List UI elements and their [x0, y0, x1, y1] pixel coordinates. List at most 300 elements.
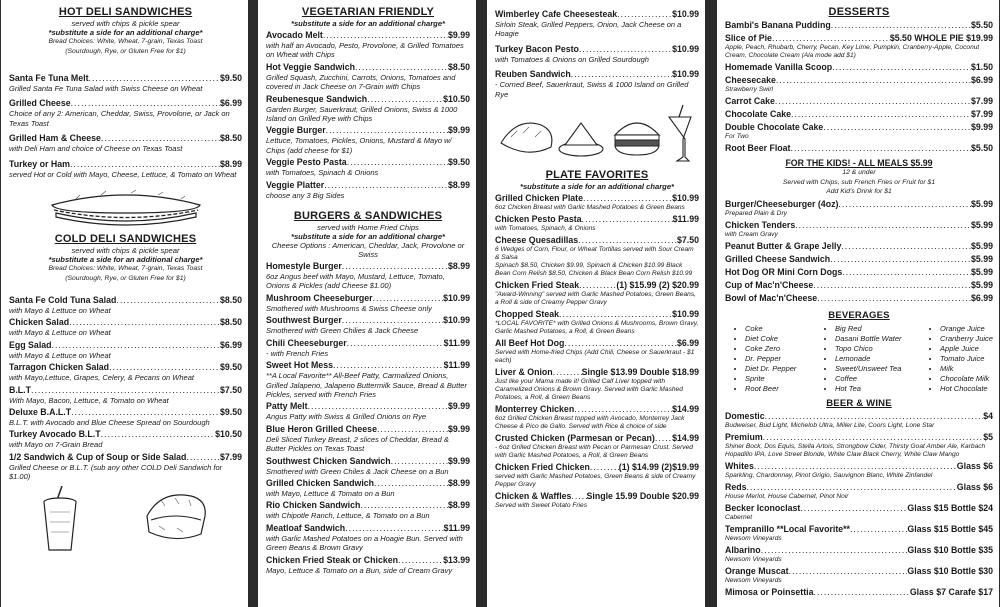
leader-dots	[832, 62, 971, 73]
menu-item-description: 6oz Chicken Breast with Garlic Mashed Potatoes & Green Beans	[495, 204, 685, 212]
menu-item-line	[725, 411, 993, 422]
burgers-cheese-options: Cheese Options : American, Cheddar, Jack, Provolone or Swiss	[271, 241, 465, 260]
cold-deli-heading: COLD DELI SANDWICHES	[54, 233, 197, 246]
menu-item-line	[725, 293, 993, 304]
menu-item-description: - Corned Beef, Sauerkraut, Swiss & 1000 Island on Grilled Rye	[495, 80, 689, 99]
cold-deli-bread-note: Bread Choices: White, Wheat, 7-grain, Texas Toast	[48, 265, 203, 273]
cold-deli-substitute-note: *substitute a side for an additional charge*	[48, 255, 203, 265]
leader-dots	[373, 293, 444, 304]
menu-item-price: $11.99	[443, 337, 470, 348]
menu-item-price: $10.50	[443, 93, 470, 104]
menu-item-description: served with Garlic Mashed Potatoes, Green Beans & side of Creamy Pepper Gravy	[495, 473, 696, 489]
menu-item	[725, 33, 993, 60]
leader-dots	[754, 461, 957, 472]
menu-item-line	[9, 159, 242, 170]
menu-item	[9, 362, 242, 382]
menu-item	[495, 433, 699, 460]
menu-item-price: $9.99	[447, 30, 470, 40]
menu-item-line	[725, 62, 993, 73]
leader-dots	[342, 315, 443, 326]
menu-item	[725, 20, 993, 31]
menu-item	[495, 491, 699, 510]
menu-item-name: Grilled Cheese Sandwich	[725, 253, 831, 264]
menu-item-name: Mimosa or Poinsettia	[725, 586, 814, 597]
menu-item	[725, 587, 993, 598]
menu-item-line	[9, 340, 242, 351]
menu-item-price: Glass $7 Carafe $17	[909, 586, 993, 597]
beverage-item: • Lemonade	[835, 354, 902, 364]
menu-item-price: $5.99	[970, 198, 993, 209]
menu-item-price: $13.99	[443, 554, 470, 565]
leader-dots	[813, 280, 971, 291]
menu-item-name: Chicken Pesto Pasta	[495, 214, 582, 225]
menu-item-name: Orange Muscat	[725, 565, 789, 576]
menu-item-line	[266, 555, 470, 566]
menu-item-name: Root Beer Float	[725, 143, 791, 153]
menu-item-name: Avocado Melt	[266, 30, 323, 40]
menu-item-description: Newsom Vineyards	[725, 576, 782, 584]
menu-item	[9, 159, 242, 179]
menu-item	[266, 523, 470, 553]
menu-item-line	[495, 280, 699, 291]
menu-item-name: Grilled Chicken Plate	[495, 193, 583, 204]
menu-item	[266, 500, 470, 520]
menu-item	[725, 96, 993, 107]
leader-dots	[116, 295, 220, 306]
menu-item-name: Chili Cheeseburger	[266, 337, 347, 348]
leader-dots	[89, 73, 220, 84]
burgers-sub: served with Home Fried Chips	[317, 223, 419, 233]
menu-item-description: Smothered with Mushrooms & Swiss Cheese only	[266, 303, 432, 313]
menu-item-name: Cup of Mac'n'Cheese	[725, 279, 814, 290]
menu-item-price: $6.99	[970, 75, 993, 85]
menu-item-price: $10.50	[215, 429, 242, 440]
menu-item-name: Liver & Onion	[495, 367, 553, 378]
leader-dots	[71, 407, 220, 418]
menu-item-price: $7.50	[219, 384, 242, 395]
menu-item-description: Choice of any 2: American, Cheddar, Swiss, Provolone, or Jack on Texas Toast	[9, 109, 230, 128]
menu-item-name: Double Chocolate Cake	[725, 122, 824, 132]
menu-item	[725, 220, 993, 239]
beverage-item: • Topo Chico	[835, 344, 902, 354]
leader-dots	[747, 482, 957, 493]
menu-item-price: $10.99	[672, 43, 699, 54]
leader-dots	[52, 340, 220, 351]
menu-item-line	[9, 73, 242, 84]
menu-item-description: Lettuce, Tomatoes, Pickles, Onions, Mustard & Mayo w/ Chips (add cheese for $1)	[266, 136, 452, 155]
leader-dots	[582, 214, 673, 225]
menu-item-line	[725, 109, 993, 120]
menu-item-name: Santa Fe Cold Tuna Salad	[9, 295, 117, 306]
menu-item	[266, 94, 470, 124]
menu-item-price: $9.99	[447, 401, 470, 412]
beverage-item: • Orange Juice	[940, 324, 993, 334]
menu-item-line	[495, 9, 699, 20]
menu-item-name: Carrot Cake	[725, 96, 775, 106]
menu-item-name: Albarino	[725, 544, 761, 555]
menu-item-price: $7.50	[676, 235, 699, 246]
beverages-list	[735, 324, 993, 394]
beverage-item: • Cranberry Juice	[940, 334, 993, 344]
menu-item-line	[725, 20, 993, 31]
menu-item	[266, 360, 470, 399]
menu-item-description: with Tomatoes, Spinach, & Onions	[495, 225, 596, 233]
leader-dots	[765, 411, 984, 422]
menu-item-description: Strawberry Swirl	[725, 86, 773, 93]
menu-item-price: $8.50	[219, 295, 242, 306]
hot-deli-sub: served with chips & pickle spear	[71, 19, 180, 28]
vegetarian-heading: VEGETARIAN FRIENDLY	[301, 6, 435, 18]
menu-item-description: Cabernet	[725, 513, 753, 521]
leader-dots	[841, 241, 971, 252]
menu-item-line	[495, 69, 699, 80]
menu-item-name: Bowl of Mac'n'Cheese	[725, 292, 818, 303]
menu-item-line	[495, 338, 699, 349]
hot-deli-list	[9, 73, 242, 179]
beverage-item: • Root Beer	[745, 384, 796, 394]
leader-dots	[775, 96, 971, 107]
menu-item-price: Glass $6	[956, 481, 993, 492]
menu-item-description: **A Local Favorite** All-Beef Patty, Carmalized Onions, Grilled Jalapeno, Jalapeno Buttermilk Sauce, Bread & Butter Pickles, served with French Fries	[266, 371, 467, 399]
menu-item-description-extra: Spinach $8.50, Chicken $9.99, Spinach & Chicken $10.99 Black Bean Corn Relish $8.50, Chicken & Black Bean Corn Relish $10.99	[495, 262, 693, 278]
leader-dots	[377, 424, 448, 435]
hot-deli-heading: HOT DELI SANDWICHES	[58, 6, 193, 18]
menu-item-description: with Garlic Mashed Potatoes on a Hoagie Bun. Served with Green Beans & Brown Gravy	[266, 533, 463, 553]
menu-item-name: Slice of Pie	[725, 33, 772, 43]
leader-dots	[101, 133, 220, 144]
menu-item-description: with Tomatoes, Spinach & Onions	[266, 168, 379, 178]
menu-item-description: with Mayo, Lettuce & Tomato on a Bun	[266, 488, 395, 498]
beverage-item: • Dr. Pepper	[745, 354, 796, 364]
menu-item-price: $8.99	[447, 500, 470, 511]
menu-item-description: 6oz Angus beef with Mayo, Mustard, Lettuce, Tomato, Onions & Pickles (add Cheese $1.00)	[266, 272, 445, 291]
menu-item-line	[495, 235, 699, 246]
menu-item-name: Turkey or Ham	[9, 158, 70, 169]
menu-item-line	[266, 500, 470, 511]
menu-item	[266, 424, 470, 454]
leader-dots	[574, 404, 672, 415]
menu-item-price: $9.50	[219, 362, 242, 373]
menu-item-name: Tarragon Chicken Salad	[9, 362, 110, 373]
plates-substitute-note: *substitute a side for an additional charge*	[519, 182, 674, 192]
menu-item	[725, 482, 993, 501]
menu-item-price: (1) $14.99 (2)$19.99	[618, 462, 699, 473]
menu-item-description: Apple, Peach, Rhubarb, Cherry, Pecan, Key Lime, Pumpkin, Cranberry-Apple, Coconut Cream, Chocolate Cream (Ala mode add $1)	[725, 44, 980, 59]
menu-item	[266, 555, 470, 575]
menu-item-name: Bambi's Banana Pudding	[725, 20, 831, 30]
menu-item-name: Turkey Bacon Pesto	[495, 43, 579, 54]
menu-item-description: - 6oz Grilled Chicken Breast with Pecan or Parmesan Crust. Served with Garlic Mashed Potatoes, a Roll, & Green Beans	[495, 444, 693, 460]
menu-item-name: All Beef Hot Dog	[495, 338, 565, 349]
vegetarian-list	[266, 30, 470, 200]
menu-item-line	[725, 122, 993, 133]
menu-item-line	[725, 96, 993, 107]
menu-item-line	[9, 362, 242, 373]
menu-item-line	[266, 360, 470, 371]
leader-dots	[791, 109, 971, 120]
menu-item	[725, 75, 993, 94]
menu-item	[9, 385, 242, 405]
menu-item-line	[9, 98, 242, 109]
leader-dots	[559, 309, 672, 320]
menu-item	[266, 478, 470, 498]
menu-item-line	[9, 407, 242, 418]
menu-item-name: Veggie Platter	[266, 179, 325, 190]
beverages-heading: BEVERAGES	[828, 309, 890, 321]
menu-item-price: $5.99	[970, 266, 993, 277]
menu-item-price: $11.99	[443, 522, 470, 533]
menu-item-name: 1/2 Sandwich & Cup of Soup or Side Salad	[9, 451, 187, 462]
menu-item-description: Grilled Squash, Zucchini, Carrots, Onions, Tomatoes and covered in Jack Cheese on 7-Grain with Chips	[266, 72, 456, 92]
menu-item-name: Chocolate Cake	[725, 109, 791, 119]
menu-item-price: $7.99	[970, 96, 993, 106]
desserts-list	[725, 20, 993, 154]
menu-item-name: Chicken Salad	[9, 317, 70, 328]
menu-item-price: Glass $10 Bottle $30	[907, 565, 993, 576]
menu-item	[9, 133, 242, 153]
menu-item	[725, 280, 993, 291]
leader-dots	[323, 30, 448, 41]
beverage-item: • Hot Tea	[835, 384, 902, 394]
menu-item	[725, 254, 993, 265]
beverages-waters-teas	[825, 324, 902, 394]
menu-item	[495, 338, 699, 365]
menu-item-description: Served with Sweet Potato Fries	[495, 502, 587, 510]
menu-item-description: with Mayo & Lettuce on Wheat	[9, 350, 111, 360]
leader-dots	[374, 478, 448, 489]
leader-dots	[333, 360, 444, 371]
leader-dots	[564, 338, 677, 349]
menu-item-line	[9, 385, 242, 396]
menu-item-name: Domestic	[725, 410, 765, 421]
leader-dots	[830, 254, 971, 265]
menu-item-description: Budweiser, Bud Light, Michelob Ultra, Miller Lite, Coors Light, Lone Star	[725, 421, 935, 429]
menu-item-line	[725, 524, 993, 535]
menu-item-price: $8.99	[447, 477, 470, 488]
burgers-heading: BURGERS & SANDWICHES	[293, 210, 443, 223]
menu-item-price: $14.99	[672, 404, 699, 415]
column-deli	[1, 0, 248, 607]
menu-item-name: Whites	[725, 460, 754, 471]
kids-sides-note: Served with Chips, sub French Fries or Fruit for $1	[782, 178, 936, 186]
menu-item-line	[9, 133, 242, 144]
menu-item	[725, 566, 993, 585]
menu-item-price: (1) $15.99 (2) $20.99	[616, 280, 699, 291]
menu-item-description: with Mayo,Lettuce, Grapes, Celery, & Pecans on Wheat	[9, 373, 194, 383]
menu-item-description: Angus Patty with Swiss & Grilled Onions on Rye	[266, 412, 427, 422]
menu-item-line	[266, 94, 470, 105]
beverages-sodas	[735, 324, 796, 394]
menu-item	[266, 180, 470, 200]
menu-item	[725, 545, 993, 564]
hot-deli-substitute-note: *substitute a side for an additional charge*	[48, 28, 203, 37]
menu-item-description: Newsom Vineyards	[725, 555, 782, 563]
menu-item-name: Grilled Ham & Cheese	[9, 133, 101, 144]
sub-sandwich-illustration	[46, 183, 206, 229]
menu-item-line	[725, 432, 993, 443]
menu-item	[495, 367, 699, 402]
menu-item	[266, 261, 470, 291]
menu-item-line	[495, 214, 699, 225]
menu-item-line	[266, 261, 470, 272]
menu-item-price: $6.99	[970, 292, 993, 303]
menu-item	[725, 62, 993, 73]
menu-item-line	[725, 587, 993, 598]
cold-deli-bread-note-2: (Sourdough, Rye, or Gluten Free for $1)	[65, 274, 186, 282]
leader-dots	[761, 545, 908, 556]
menu-item-price: $5.99	[970, 240, 993, 251]
sandwich-list-continued	[495, 9, 699, 99]
menu-item-price: $10.99	[672, 9, 699, 19]
leader-dots	[579, 44, 672, 55]
menu-item-line	[266, 157, 470, 168]
beverage-item: • Big Red	[835, 324, 902, 334]
menu-item-description: With Mayo, Bacon, Lettuce, & Tomato on Wheat	[9, 395, 169, 405]
menu-item-line	[725, 33, 993, 44]
menu-item-description: Shiner Bock, Dos Equis, Stella Artois, Strongbow Cider, Thirsty Goat Amber Ale, Karbach Hopadillo IPA, Love Street Blonde, White Claw Black Cherry, White Claw Mango	[725, 442, 986, 458]
menu-item-description: Prepared Plain & Dry	[725, 209, 787, 217]
menu-item	[495, 309, 699, 336]
menu-item-name: Tempranillo **Local Favorite**	[725, 523, 850, 534]
menu-item-line	[495, 309, 699, 320]
menu-item-line	[495, 491, 699, 502]
burgers-list	[266, 261, 470, 575]
leader-dots	[326, 125, 448, 136]
leader-dots	[342, 261, 448, 272]
menu-item	[9, 452, 242, 482]
beverage-item: • Diet Dr. Pepper	[745, 364, 796, 374]
menu-item-line	[725, 545, 993, 556]
kids-list	[725, 199, 993, 304]
menu-item-price: $8.50	[219, 317, 242, 328]
menu-item-description: House Merlot, House Cabernet, Pinot Noir	[725, 492, 849, 500]
menu-item-line	[725, 143, 993, 154]
menu-item-line	[725, 566, 993, 577]
menu-item-description: - with French Fries	[266, 348, 329, 358]
menu-item-description: choose any 3 Big Sides	[266, 190, 345, 200]
beer-wine-list	[725, 411, 993, 598]
menu-item-line	[266, 30, 470, 41]
leader-dots	[800, 503, 907, 514]
menu-item-description: Smothered with Green Chiles & Jack Cheese on a Bun	[266, 466, 449, 476]
menu-item-description: Served with Home-fried Chips (Add Chili, Cheese or Sauerkraut - $1 each)	[495, 349, 695, 365]
menu-item	[495, 44, 699, 64]
leader-dots	[578, 235, 677, 246]
menu-item-name: Deluxe B.A.L.T	[9, 407, 72, 418]
menu-item-price: $5.50 WHOLE PIE $19.99	[889, 33, 993, 43]
menu-item-line	[266, 125, 470, 136]
column-plates	[487, 0, 705, 607]
menu-item-description: Smothered with Green Chilies & Jack Cheese	[266, 326, 419, 336]
hot-deli-bread-note: Bread Choices: White, Wheat, 7-grain, Texas Toast	[48, 38, 203, 45]
menu-item-price: $5.99	[970, 219, 993, 230]
menu-item-price: $9.50	[219, 73, 242, 83]
menu-item-name: Veggie Pesto Pasta	[266, 157, 347, 168]
menu-item-price: Glass $6	[956, 460, 993, 471]
kids-heading: FOR THE KIDS! - ALL MEALS $5.99	[785, 158, 933, 168]
leader-dots	[391, 456, 448, 467]
menu-item-line	[725, 220, 993, 231]
menu-item-name: Chopped Steak	[495, 309, 560, 320]
menu-item	[495, 69, 699, 99]
menu-item	[725, 199, 993, 218]
menu-item-name: Peanut Butter & Grape Jelly	[725, 240, 842, 251]
menu-item-price: $9.50	[219, 407, 242, 418]
menu-item-price: $7.99	[219, 451, 242, 462]
leader-dots	[70, 159, 220, 170]
leader-dots	[579, 280, 616, 291]
menu-item-name: Reuben Sandwich	[495, 69, 571, 80]
menu-item-price: Glass $10 Bottle $35	[907, 544, 993, 555]
menu-item	[725, 461, 993, 480]
menu-item-price: $10.99	[672, 69, 699, 80]
menu-item-name: Crusted Chicken (Parmesan or Pecan)	[495, 433, 655, 444]
menu-item	[725, 122, 993, 141]
menu-item-name: Turkey Avocado B.L.T	[9, 429, 101, 440]
menu-item-name: B.L.T	[9, 384, 31, 395]
menu-item-line	[495, 193, 699, 204]
menu-item-description: with Mayo & Lettuce on Wheat	[9, 306, 111, 316]
leader-dots	[838, 199, 971, 210]
leader-dots	[571, 491, 586, 502]
leader-dots	[355, 62, 448, 73]
menu-item-line	[266, 424, 470, 435]
menu-item	[725, 432, 993, 459]
sandwich-illustration	[141, 486, 211, 546]
menu-item-line	[725, 241, 993, 252]
menu-item	[725, 524, 993, 543]
vegetarian-substitute-note: *substitute a side for an additional charge*	[290, 19, 445, 28]
menu-item-line	[725, 267, 993, 278]
menu-item-description: served Hot or Cold with Mayo, Cheese, Lettuce, & Tomato on Wheat	[9, 169, 237, 179]
menu-item-description: with Mayo & Lettuce on Wheat	[9, 328, 111, 338]
menu-item	[495, 404, 699, 431]
menu-item	[495, 280, 699, 307]
menu-item-name: Mushroom Cheeseburger	[266, 292, 373, 303]
leader-dots	[324, 180, 448, 191]
menu-item-line	[266, 401, 470, 412]
beverage-item: • Tomato Juice	[940, 354, 993, 364]
menu-item-name: Veggie Burger	[266, 125, 326, 136]
menu-item-description: Sirloin Steak, Grilled Peppers, Onion, Jack Cheese on a Hoagie	[495, 20, 682, 39]
menu-item-description: Grilled Santa Fe Tuna Salad with Swiss Cheese on Wheat	[9, 84, 203, 93]
menu-item-line	[725, 503, 993, 514]
menu-item	[495, 462, 699, 489]
menu-item-price: $8.50	[219, 133, 242, 144]
menu-item-name: Grilled Cheese	[9, 98, 71, 109]
food-illustrations	[497, 103, 697, 165]
menu-item	[725, 411, 993, 430]
menu-item-price: $9.99	[447, 455, 470, 466]
leader-dots	[831, 20, 971, 31]
leader-dots	[345, 523, 443, 534]
menu-item-line	[266, 523, 470, 534]
menu-item-price: $8.50	[447, 61, 470, 72]
beverage-item: • Coke	[745, 324, 796, 334]
menu-item-price: $8.99	[447, 261, 470, 272]
leader-dots	[31, 385, 220, 396]
menu-item-price: Single $13.99 Double $18.99	[581, 367, 699, 378]
menu-item-name: Wimberley Cafe Cheesesteak	[495, 9, 618, 19]
menu-item-description: with half an Avocado, Pesto, Provolone, & Grilled Tomatoes on Wheat with Chips	[266, 41, 464, 60]
leader-dots	[817, 293, 971, 304]
menu-item-price: $8.99	[219, 158, 242, 169]
menu-item-name: Egg Salad	[9, 339, 52, 350]
menu-item-line	[725, 280, 993, 291]
soda-cup-illustration	[40, 486, 80, 554]
menu-item	[9, 407, 242, 427]
menu-item-price: $10.99	[672, 193, 699, 204]
